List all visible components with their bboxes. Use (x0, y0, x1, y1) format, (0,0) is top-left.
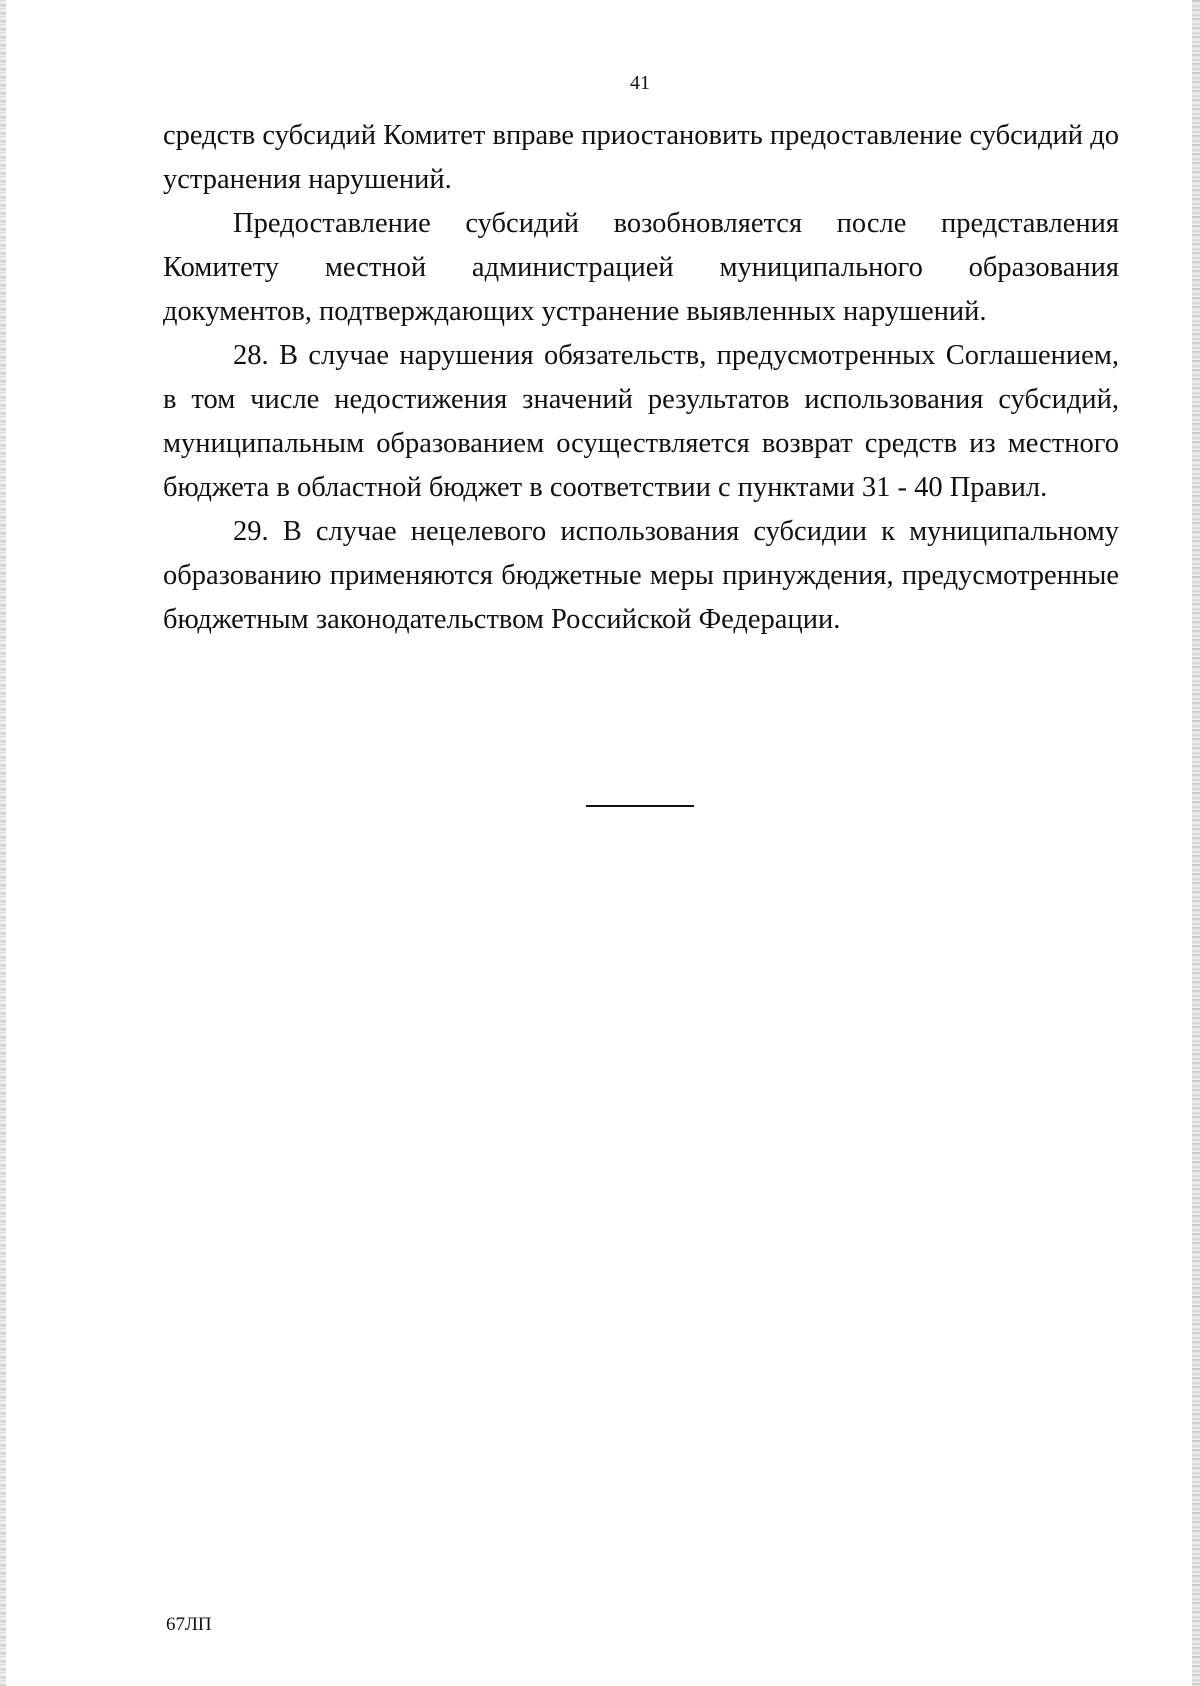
paragraph-continuation: средств субсидий Комитет вправе приостановить предоставление субсидий до устранения нарушений. (163, 120, 1119, 195)
scan-edge-left (0, 0, 6, 1686)
paragraph-clause-28: 28. В случае нарушения обязательств, предусмотренных Соглашением, в том числе недостижения значений результатов использования субсидий, муниципальным образованием осуществляется возврат средств из местного бюджета в областной бюджет в соответствии с пунктами 31 - 40 Правил. (163, 340, 1119, 503)
paragraph-clause-29: 29. В случае нецелевого использования субсидии к муниципальному образованию применяются бюджетные меры принуждения, предусмотренные бюджетным законодательством Российской Федерации. (163, 516, 1119, 635)
footer-document-code: 67ЛП (166, 1614, 212, 1635)
document-body (163, 114, 1119, 642)
page-number: 41 (630, 72, 650, 94)
scan-edge-right (1192, 0, 1200, 1686)
end-separator-line (586, 805, 694, 807)
paragraph-resumption: Предоставление субсидий возобновляется после представления Комитету местной администрацией муниципального образования документов, подтверждающих устранение выявленных нарушений. (163, 208, 1119, 327)
